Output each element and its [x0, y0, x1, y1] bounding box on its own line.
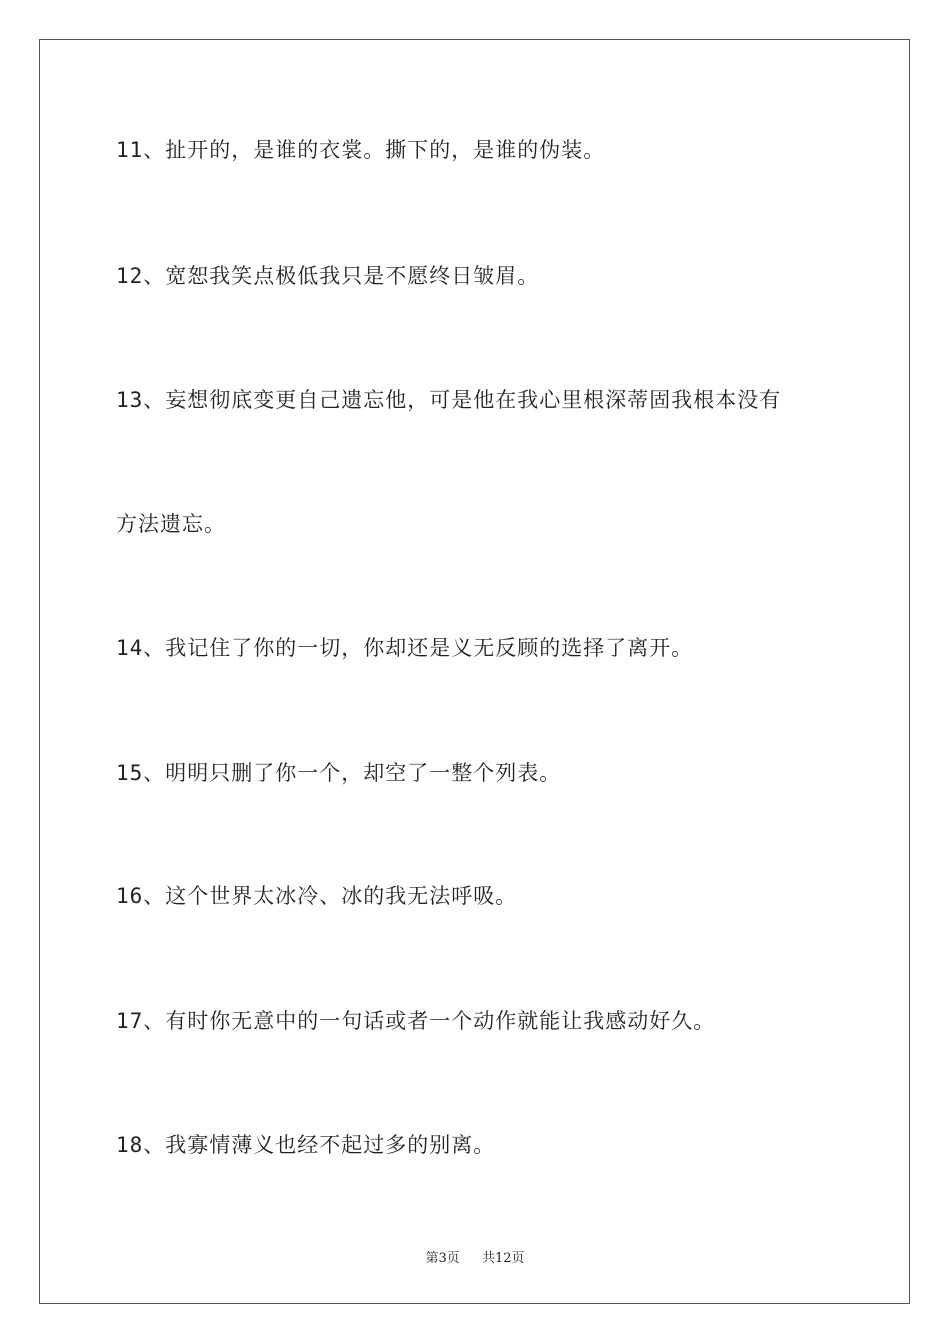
text-line-15: 15、明明只删了你一个，却空了一整个列表。 [116, 761, 562, 785]
page-frame [39, 39, 910, 1304]
text-line-13-continued: 方法遗忘。 [116, 512, 226, 536]
text-line-13: 13、妄想彻底变更自己遗忘他，可是他在我心里根深蒂固我根本没有 [116, 388, 782, 412]
page-total: 共12页 [482, 1251, 525, 1266]
text-line-16: 16、这个世界太冰冷、冰的我无法呼吸。 [116, 884, 518, 908]
text-line-17: 17、有时你无意中的一句话或者一个动作就能让我感动好久。 [116, 1009, 716, 1033]
text-line-14: 14、我记住了你的一切，你却还是义无反顾的选择了离开。 [116, 636, 694, 660]
text-line-11: 11、扯开的，是谁的衣裳。撕下的，是谁的伪装。 [116, 138, 606, 162]
page-footer [0, 1247, 950, 1266]
text-line-12: 12、宽恕我笑点极低我只是不愿终日皱眉。 [116, 264, 540, 288]
page-number: 第3页 [425, 1251, 460, 1266]
text-line-18: 18、我寡情薄义也经不起过多的别离。 [116, 1133, 496, 1157]
